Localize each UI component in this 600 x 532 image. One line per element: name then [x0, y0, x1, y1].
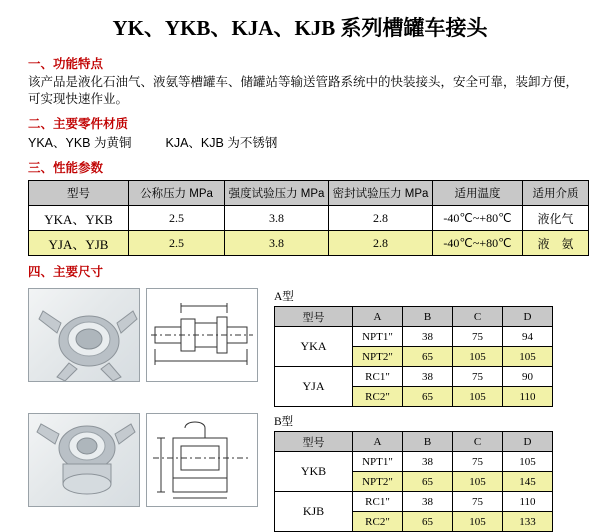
- cell-d: 90: [503, 367, 553, 387]
- cell-d: 94: [503, 327, 553, 347]
- technical-drawing-a-icon: [147, 289, 257, 381]
- cell-seal-pressure: 2.8: [329, 231, 433, 256]
- cell-b: 38: [403, 452, 453, 472]
- col-header-d: D: [503, 307, 553, 327]
- dimensions-section: [12, 288, 588, 532]
- material-left-text: YKA、YKB 为黄铜: [28, 136, 132, 150]
- cell-b: 65: [403, 512, 453, 532]
- cell-medium: 液 氨: [523, 231, 589, 256]
- product-photo-b: [28, 413, 140, 507]
- cell-strength-pressure: 3.8: [225, 206, 329, 231]
- product-drawing-a: [146, 288, 258, 382]
- cell-a: RC1": [353, 367, 403, 387]
- col-header-model: 型号: [275, 307, 353, 327]
- section-heading-dimensions: 四、主要尺寸: [28, 265, 104, 279]
- cell-strength-pressure: 3.8: [225, 231, 329, 256]
- col-header-b: B: [403, 307, 453, 327]
- features-paragraph: 该产品是液化石油气、液氨等槽罐车、储罐站等输送管路系统中的快装接头，安全可靠，装卸方便，可实现快速作业。: [28, 75, 579, 106]
- cell-model: YKB: [275, 452, 353, 492]
- cell-a: NPT1": [353, 327, 403, 347]
- technical-drawing-b-icon: [147, 414, 257, 506]
- cell-d: 105: [503, 347, 553, 367]
- col-header-a: A: [353, 307, 403, 327]
- cell-seal-pressure: 2.8: [329, 206, 433, 231]
- cell-c: 105: [453, 387, 503, 407]
- dimension-row-a: [28, 288, 588, 407]
- product-photo-a: [28, 288, 140, 382]
- cell-model: YJA、YJB: [29, 231, 129, 256]
- dimension-table-a: [274, 306, 553, 407]
- cell-b: 38: [403, 327, 453, 347]
- cell-b: 65: [403, 472, 453, 492]
- cell-c: 75: [453, 367, 503, 387]
- cell-model: YKA、YKB: [29, 206, 129, 231]
- page-title: YK、YKB、KJA、KJB 系列槽罐车接头: [112, 16, 488, 40]
- table-row: [29, 231, 589, 256]
- cell-nominal-pressure: 2.5: [129, 231, 225, 256]
- cell-c: 105: [453, 347, 503, 367]
- cell-d: 105: [503, 452, 553, 472]
- cell-a: RC2": [353, 512, 403, 532]
- cell-a: NPT2": [353, 472, 403, 492]
- cell-d: 133: [503, 512, 553, 532]
- col-header-d: D: [503, 432, 553, 452]
- cell-medium: 液化气: [523, 206, 589, 231]
- col-header-seal-pressure: 密封试验压力 MPa: [329, 181, 433, 206]
- col-header-c: C: [453, 432, 503, 452]
- dimension-table-a-wrap: [274, 288, 553, 407]
- cell-a: NPT2": [353, 347, 403, 367]
- performance-table: [28, 180, 589, 256]
- dimension-row-b: [28, 413, 588, 532]
- cell-b: 38: [403, 367, 453, 387]
- cell-c: 75: [453, 492, 503, 512]
- dimension-table-b-wrap: [274, 413, 553, 532]
- table-header-row: [29, 181, 589, 206]
- section-heading-performance: 三、性能参数: [28, 161, 104, 175]
- coupling-photo-a-icon: [29, 289, 139, 381]
- cell-c: 105: [453, 512, 503, 532]
- table-row: [29, 206, 589, 231]
- material-right-text: KJA、KJB 为不锈钢: [165, 136, 278, 150]
- cell-c: 75: [453, 327, 503, 347]
- cell-d: 110: [503, 492, 553, 512]
- table-row: [275, 492, 553, 512]
- cell-model: YKA: [275, 327, 353, 367]
- cell-nominal-pressure: 2.5: [129, 206, 225, 231]
- col-header-c: C: [453, 307, 503, 327]
- cell-b: 65: [403, 347, 453, 367]
- cell-c: 75: [453, 452, 503, 472]
- table-row: [275, 452, 553, 472]
- dimension-table-b: [274, 431, 553, 532]
- type-label-a: A型: [274, 291, 294, 303]
- section-heading-material: 二、主要零件材质: [28, 117, 129, 131]
- col-header-temperature: 适用温度: [433, 181, 523, 206]
- table-header-row: [275, 307, 553, 327]
- cell-d: 145: [503, 472, 553, 492]
- table-row: [275, 327, 553, 347]
- type-label-b: B型: [274, 416, 294, 428]
- cell-a: NPT1": [353, 452, 403, 472]
- cell-model: YJA: [275, 367, 353, 407]
- table-header-row: [275, 432, 553, 452]
- section-heading-features: 一、功能特点: [28, 57, 104, 71]
- col-header-medium: 适用介质: [523, 181, 589, 206]
- cell-d: 110: [503, 387, 553, 407]
- cell-a: RC1": [353, 492, 403, 512]
- cell-temperature: -40℃~+80℃: [433, 231, 523, 256]
- material-line: [12, 134, 588, 152]
- cell-a: RC2": [353, 387, 403, 407]
- col-header-model: 型号: [275, 432, 353, 452]
- col-header-strength-pressure: 强度试验压力 MPa: [225, 181, 329, 206]
- cell-c: 105: [453, 472, 503, 492]
- table-row: [275, 367, 553, 387]
- product-drawing-b: [146, 413, 258, 507]
- cell-temperature: -40℃~+80℃: [433, 206, 523, 231]
- col-header-a: A: [353, 432, 403, 452]
- col-header-nominal-pressure: 公称压力 MPa: [129, 181, 225, 206]
- cell-b: 65: [403, 387, 453, 407]
- col-header-b: B: [403, 432, 453, 452]
- coupling-photo-b-icon: [29, 414, 139, 506]
- col-header-model: 型号: [29, 181, 129, 206]
- cell-b: 38: [403, 492, 453, 512]
- cell-model: KJB: [275, 492, 353, 532]
